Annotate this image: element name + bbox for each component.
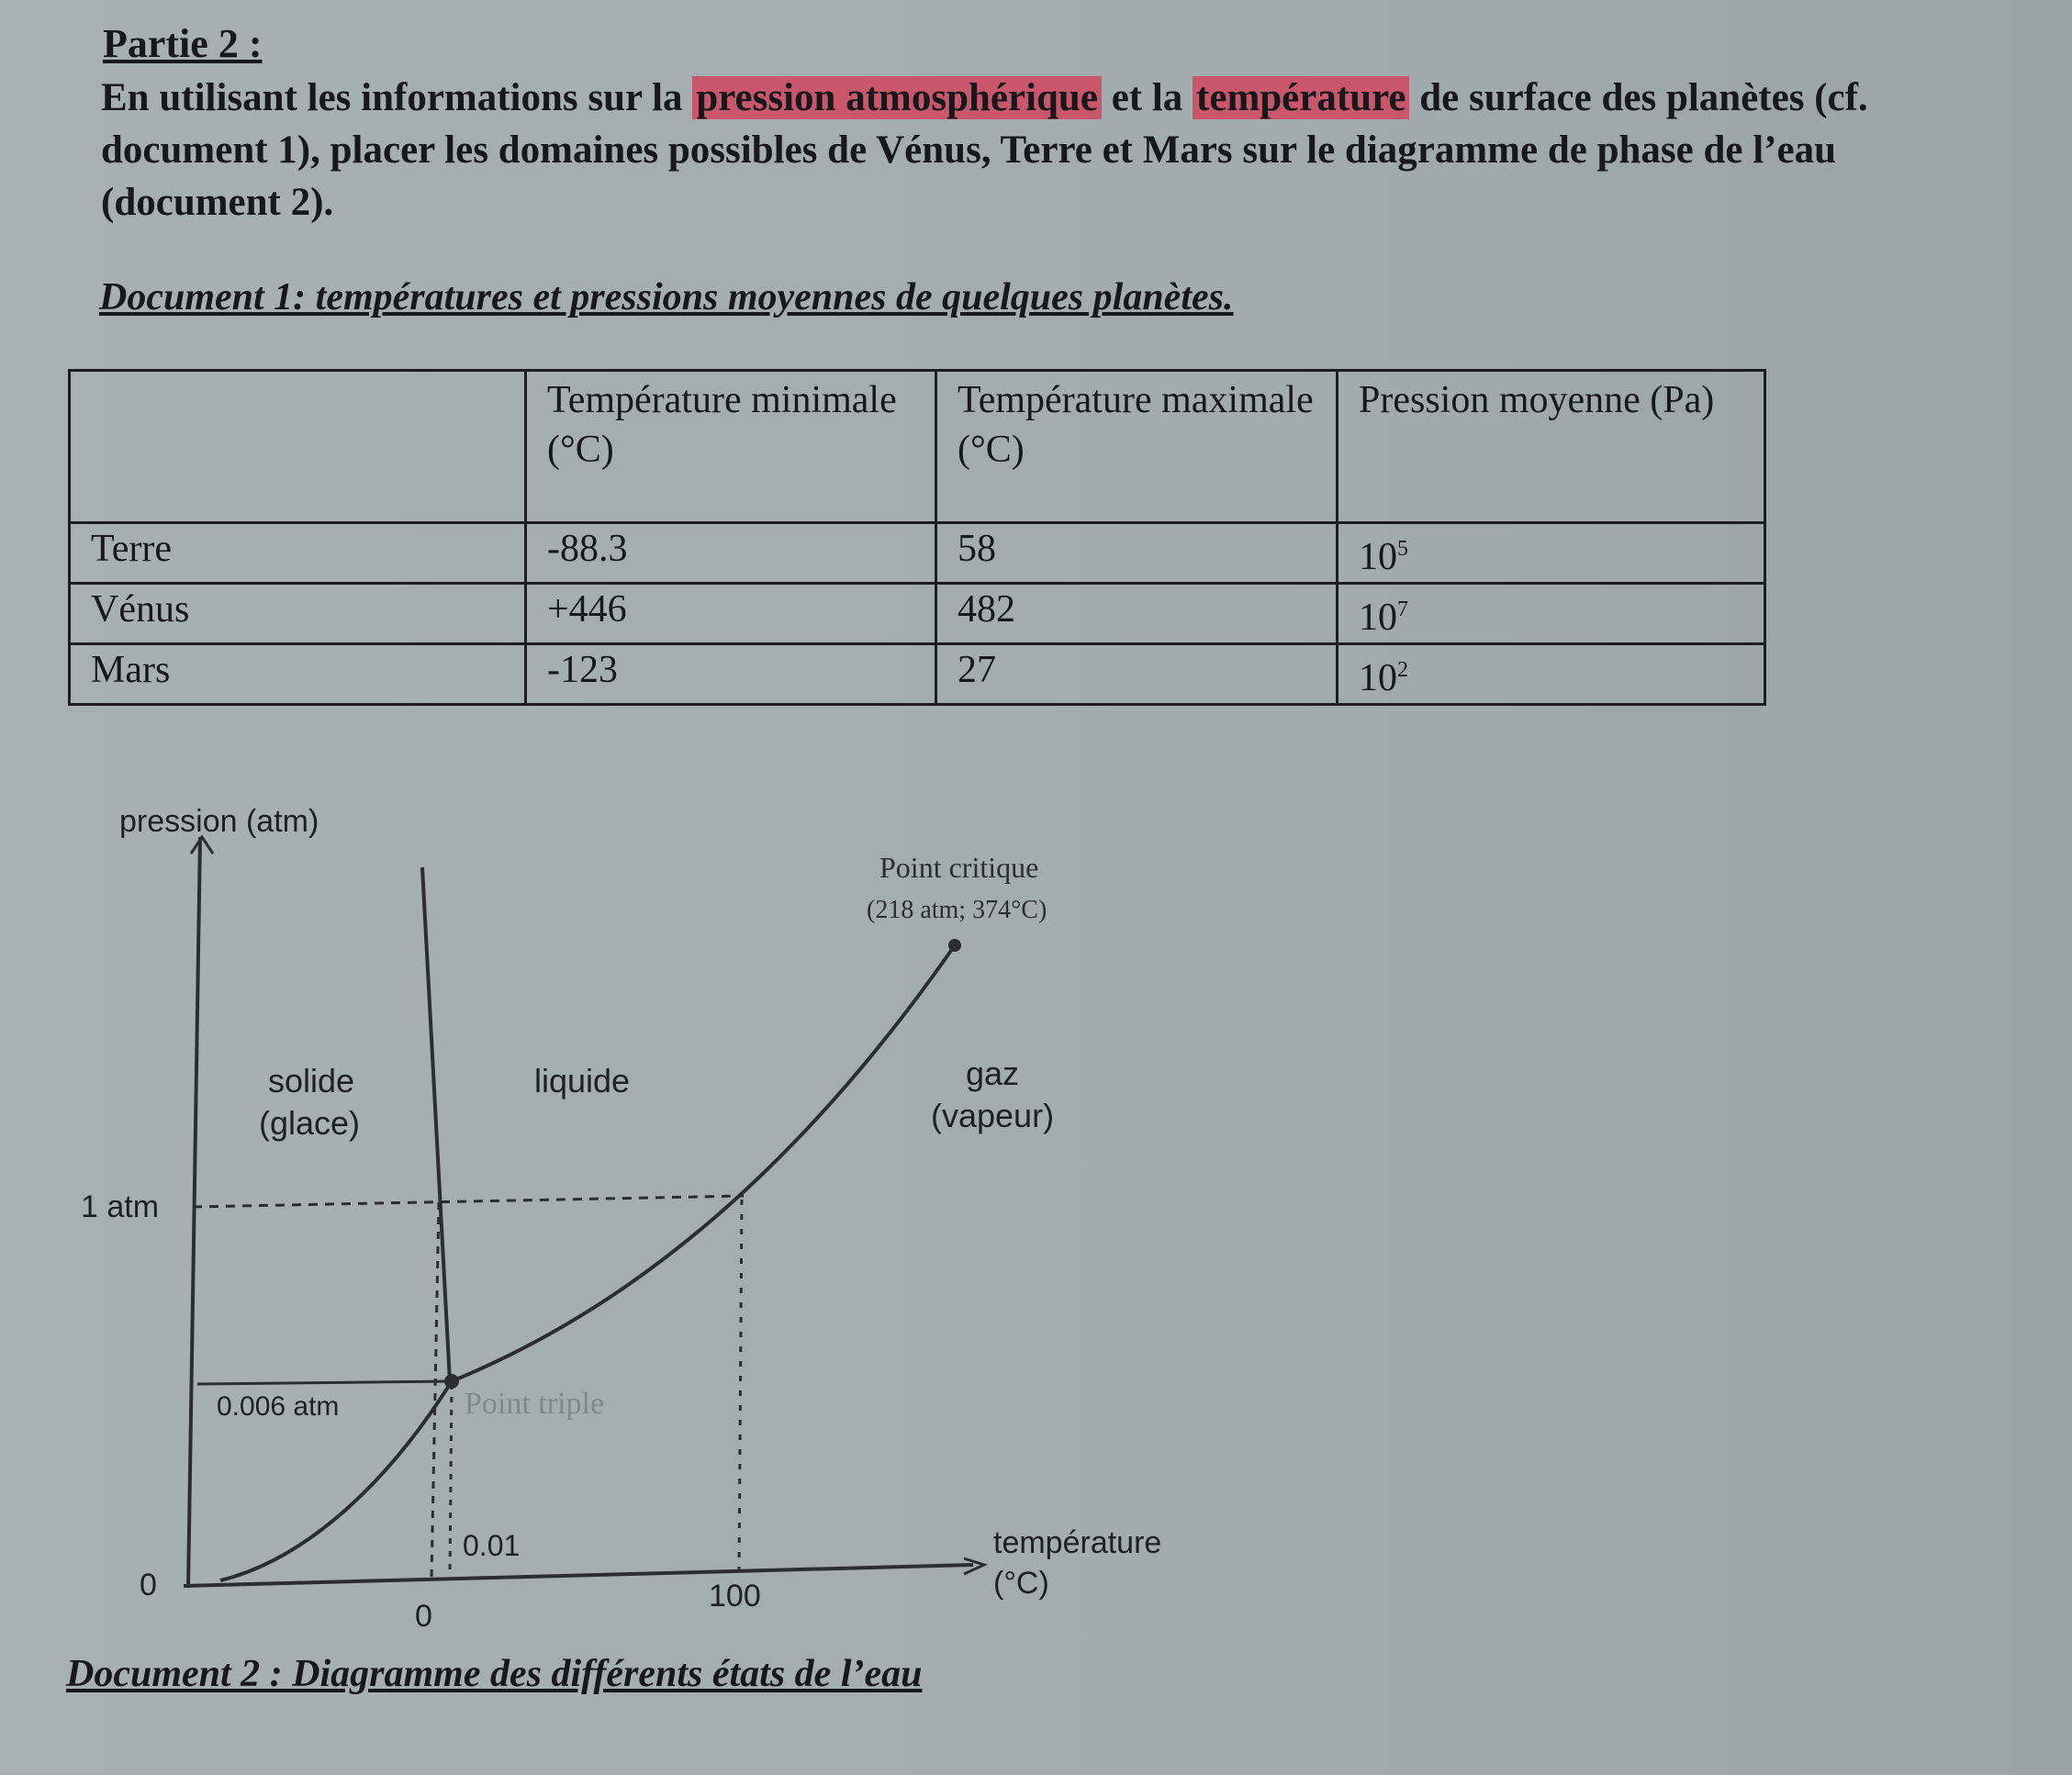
critical-point-marker (948, 939, 961, 952)
table-row (70, 523, 1765, 584)
table-row (70, 644, 1765, 705)
instructions-text-end: de surface des planètes (cf. document 1), placer les domaines possibles de Vénus, Terre et Mars sur le diagramme de phase de l’eau (document 2). (101, 76, 1868, 224)
planet-data-table (68, 369, 1766, 706)
header-cell-tmin: Température minimale (°C) (526, 371, 936, 523)
x-axis (184, 1565, 973, 1586)
region-gas-line2: (vapeur) (931, 1097, 1055, 1134)
tmin-value: -123 (526, 644, 936, 705)
x-tick-hundred: 100 (709, 1579, 761, 1613)
part-title: Partie 2 : (103, 21, 263, 66)
y-tick-triple-pressure: 0.006 atm (217, 1391, 340, 1422)
header-cell-tmax: Température maximale (°C) (936, 371, 1338, 523)
header-cell-empty (70, 371, 526, 523)
table-row (70, 584, 1765, 644)
planet-name: Vénus (70, 584, 526, 644)
pressure-exponent: 7 (1397, 597, 1408, 621)
instructions-text-start: En utilisant les informations sur la (101, 76, 693, 119)
document2-caption: Document 2 : Diagramme des différents états de l’eau (66, 1653, 923, 1695)
vaporization-curve (452, 945, 955, 1381)
table-header-row (70, 371, 1765, 523)
document1-caption: Document 1: températures et pressions moyennes de quelques planètes. (99, 276, 1234, 318)
instructions-paragraph (101, 72, 1992, 229)
pressure-base: 10 (1359, 597, 1397, 639)
pressure-value (1338, 523, 1765, 584)
triple-point-marker (444, 1374, 459, 1389)
hundred-celsius-guide (739, 1200, 742, 1574)
highlight-pression: pression atmosphérique (692, 76, 1102, 119)
x-tick-triple-temperature: 0.01 (463, 1529, 521, 1562)
tmax-value: 482 (936, 584, 1338, 644)
zero-celsius-guide (431, 1202, 439, 1579)
tmax-value: 58 (936, 523, 1338, 584)
triple-point-label: Point triple (465, 1387, 605, 1421)
y-tick-one-atm: 1 atm (81, 1189, 160, 1224)
x-axis-label-line1: température (993, 1525, 1162, 1560)
highlight-temperature: température (1193, 76, 1409, 119)
header-cell-pressure: Pression moyenne (Pa) (1338, 371, 1765, 523)
pressure-base: 10 (1359, 536, 1397, 578)
y-axis-label: pression (atm) (119, 804, 319, 839)
y-axis (188, 837, 200, 1588)
tmax-value: 27 (936, 644, 1338, 705)
planet-name: Terre (70, 523, 526, 584)
region-solid-line2: (glace) (259, 1104, 361, 1142)
x-tick-zero: 0 (415, 1599, 432, 1634)
tmin-value: +446 (526, 584, 936, 644)
y-axis-arrow-icon (191, 837, 213, 854)
pressure-exponent: 2 (1397, 658, 1408, 682)
pressure-base: 10 (1359, 657, 1397, 699)
instructions-text-middle: et la (1101, 76, 1193, 119)
y-tick-zero: 0 (140, 1568, 157, 1602)
region-gas-line1: gaz (966, 1055, 1020, 1092)
region-liquid: liquide (534, 1062, 631, 1100)
planet-name: Mars (70, 644, 526, 705)
pressure-exponent: 5 (1397, 537, 1408, 561)
one-atm-guide (193, 1196, 744, 1207)
triple-temperature-guide (450, 1384, 452, 1577)
critical-point-label-line2: (218 atm; 374°C) (867, 896, 1047, 924)
triple-pressure-guide (197, 1381, 452, 1384)
tmin-value: -88.3 (526, 523, 936, 584)
x-axis-label-line2: (°C) (993, 1566, 1049, 1601)
solid-liquid-boundary (422, 867, 450, 1381)
water-phase-diagram (0, 789, 1239, 1643)
pressure-value (1338, 584, 1765, 644)
pressure-value (1338, 644, 1765, 705)
critical-point-label-line1: Point critique (879, 851, 1039, 884)
region-solid-line1: solide (268, 1062, 355, 1100)
